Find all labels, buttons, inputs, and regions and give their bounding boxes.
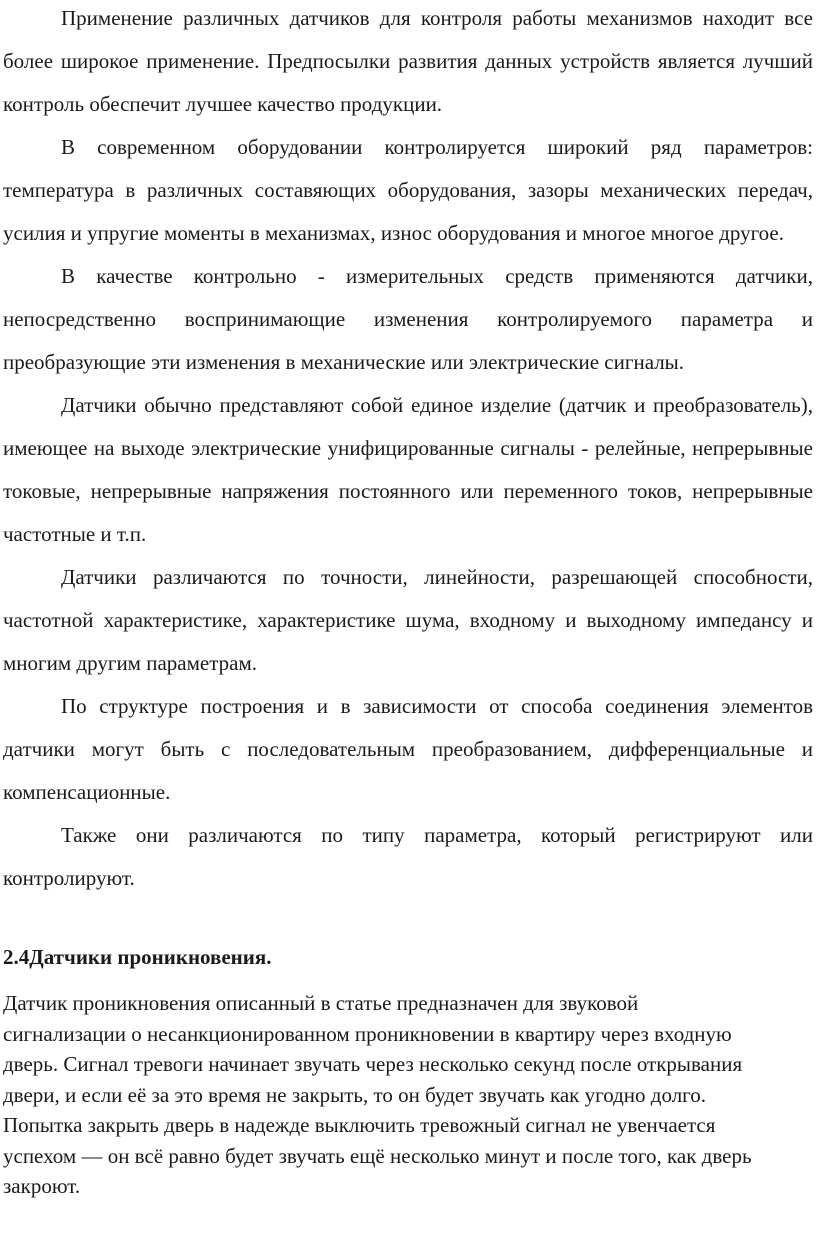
section-heading: 2.4Датчики проникновения. bbox=[3, 945, 272, 969]
paragraph-3: В качестве контрольно - измерительных средств применяются датчики, непосредственно воспринимающие изменения контролируемого параметра и преобразующие эти изменения в механические или электрические сигналы. bbox=[3, 264, 813, 374]
paragraph-2: В современном оборудовании контролируется широкий ряд параметров: температура в различных составяющих оборудования, зазоры механических передач, усилия и упругие моменты в механизмах, износ оборудования и многое многое другое. bbox=[3, 135, 813, 245]
paragraph-1: Применение различных датчиков для контроля работы механизмов находит все более широкое применение. Предпосылки развития данных устройств является лучший контроль обеспечит лучшее качество продукции. bbox=[3, 6, 813, 116]
paragraph-7: Также они различаются по типу параметра, который регистрируют или контролируют. bbox=[3, 823, 813, 890]
section-paragraph: Датчик проникновения описанный в статье предназначен для звуковой сигнализации о несанкционированном проникновении в квартиру через входную дверь. Сигнал тревоги начинает звучать через несколько секунд после открывания двери, и если её за это время не закрыть, то он будет звучать как угодно долго. Попытка закрыть дверь в надежде выключить тревожный сигнал не увенчается успехом — он всё равно будет звучать ещё несколько минут и после того, как дверь закроют. bbox=[3, 991, 752, 1198]
paragraph-6: По структуре построения и в зависимости от способа соединения элементов датчики могут быть с последовательным преобразованием, дифференциальные и компенсационные. bbox=[3, 694, 813, 804]
paragraph-5: Датчики различаются по точности, линейности, разрешающей способности, частотной характеристике, характеристике шума, входному и выходному импедансу и многим другим параметрам. bbox=[3, 565, 813, 675]
paragraph-4: Датчики обычно представляют собой единое изделие (датчик и преобразователь), имеющее на выходе электрические унифицированные сигналы - релейные, непрерывные токовые, непрерывные напряжения постоянного или переменного токов, непрерывные частотные и т.п. bbox=[3, 393, 813, 546]
